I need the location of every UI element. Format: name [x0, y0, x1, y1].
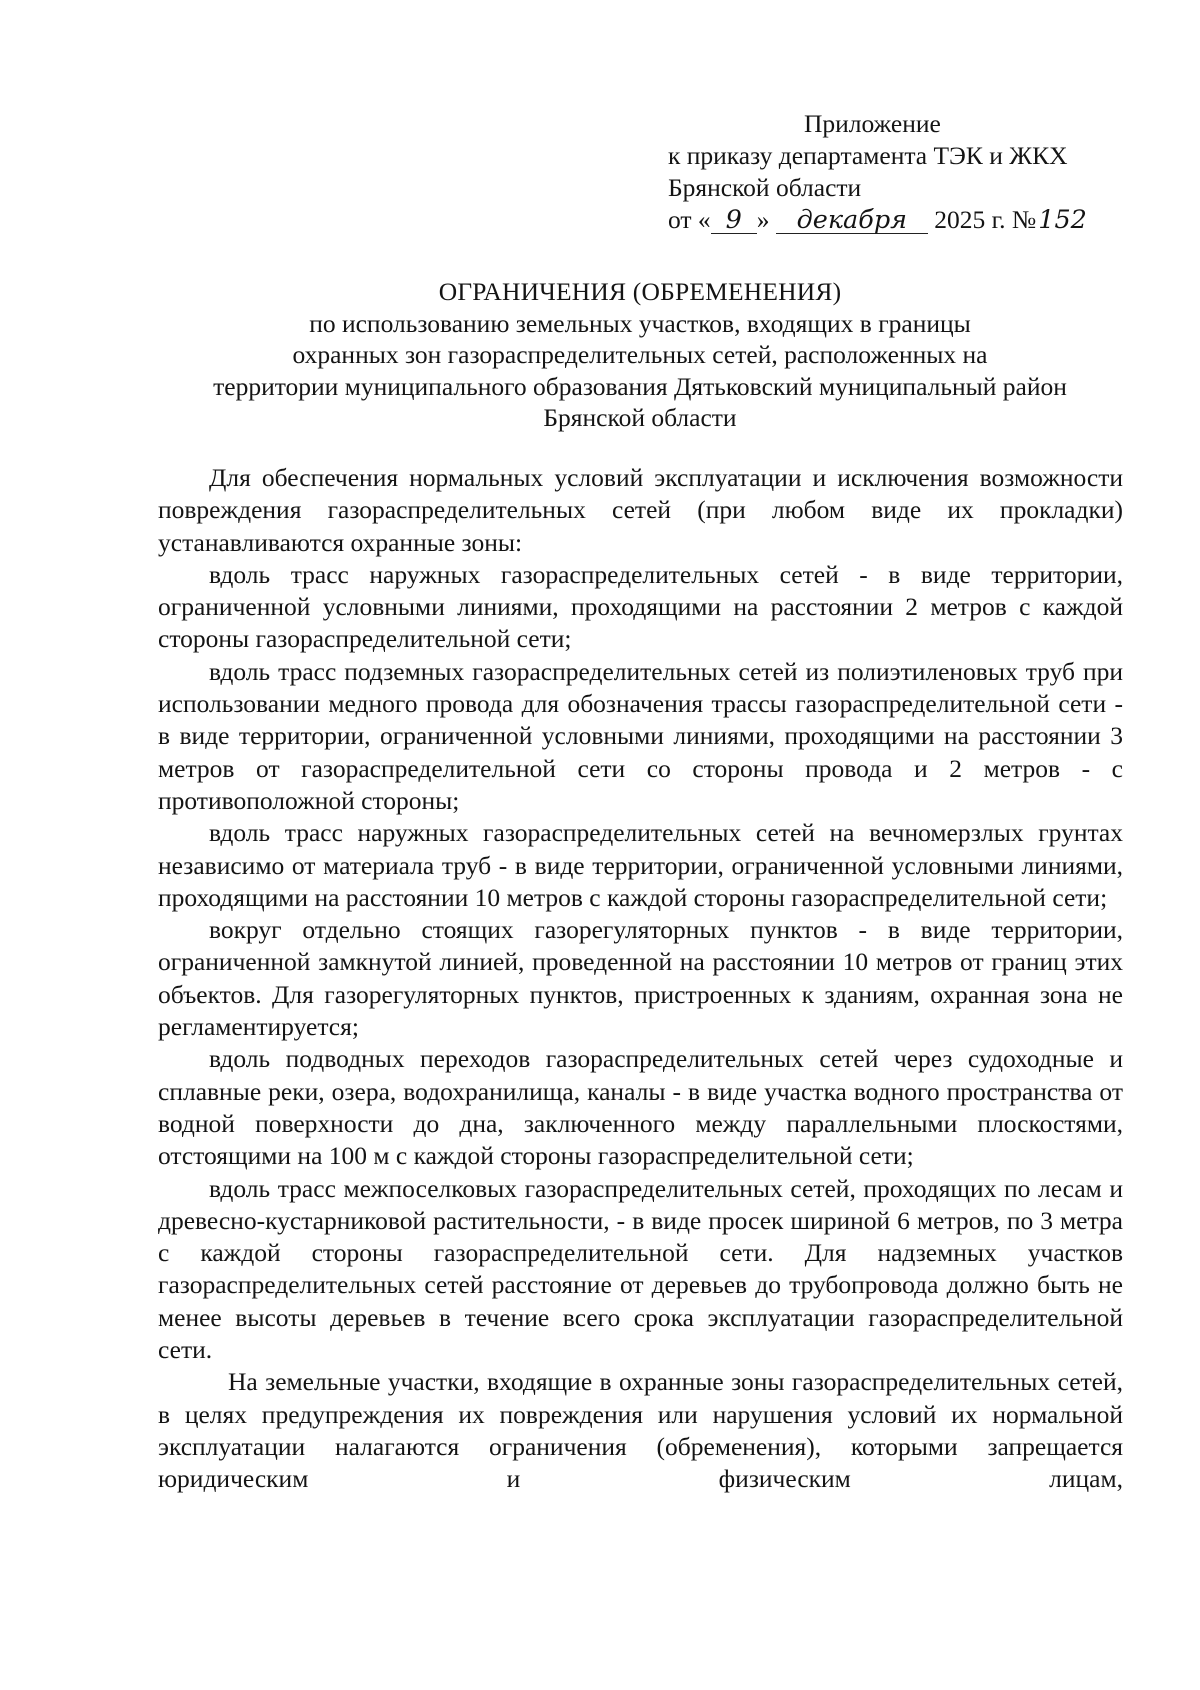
handwritten-month: декабря [776, 207, 928, 234]
paragraph-zone-underground: вдоль трасс подземных газораспределительных сетей из полиэтиленовых труб при использовании медного провода для обозначения трассы газораспределительной сети - в виде территории, ограниченной условными линиями, проходящими на расстоянии 3 метров от газораспределительной сети со стороны провода и 2 метров - с противоположной стороны; [158, 656, 1123, 815]
handwritten-day: 9 [711, 207, 757, 234]
heading-title: ОГРАНИЧЕНИЯ (ОБРЕМЕНЕНИЯ) [438, 277, 842, 306]
annex-order-reference: к приказу департамента ТЭК и ЖКХ [668, 141, 1068, 170]
heading-line-2: охранных зон газораспределительных сетей, расположенных на [292, 340, 988, 369]
handwritten-order-number: 152 [1038, 205, 1087, 235]
paragraph-zone-forest: вдоль трасс межпоселковых газораспределительных сетей, проходящих по лесам и древесно-кустарниковой растительности, - в виде просек шириной 6 метров, по 3 метра с каждой стороны газораспределительной сети. Для надземных участков газораспределительных сетей расстояние от деревьев до трубопровода должно быть не менее высоты деревьев в течение всего срока эксплуатации газораспределительной сети. [158, 1173, 1123, 1365]
date-prefix: от « [668, 205, 711, 234]
paragraph-zone-underwater: вдоль подводных переходов газораспределительных сетей через судоходные и сплавные реки, озера, водохранилища, каналы - в виде участка водного пространства от водной поверхности до дна, заключенного между параллельными плоскостями, отстоящими на 100 м с каждой стороны газораспределительной сети; [158, 1044, 1123, 1171]
paragraph-zone-outdoor: вдоль трасс наружных газораспределительных сетей - в виде территории, ограниченной условными линиями, проходящими на расстоянии 2 метров с каждой стороны газораспределительной сети; [158, 559, 1123, 654]
heading-line-4: Брянской области [543, 403, 737, 432]
paragraph-zone-regulator: вокруг отдельно стоящих газорегуляторных пунктов - в виде территории, ограниченной замкнутой линией, проведенной на расстоянии 10 метров от границ этих объектов. Для газорегуляторных пунктов, пристроенных к зданиям, охранная зона не регламентируется; [158, 915, 1123, 1042]
annex-region: Брянской области [668, 173, 862, 202]
document-heading [140, 276, 1140, 434]
paragraph-intro: Для обеспечения нормальных условий эксплуатации и исключения возможности повреждения газораспределительных сетей (при любом виде их прокладки) устанавливаются охранные зоны: [158, 463, 1123, 557]
date-mid: » [756, 205, 770, 234]
annex-date-line [668, 204, 1138, 236]
annex-title: Приложение [804, 109, 941, 138]
paragraph-zone-permafrost: вдоль трасс наружных газораспределительных сетей на вечномерзлых грунтах независимо от материала труб - в виде территории, ограниченной условными линиями, проходящими на расстоянии 10 метров с каждой стороны газораспределительной сети; [158, 818, 1123, 912]
paragraph-restrictions: На земельные участки, входящие в охранные зоны газораспределительных сетей, в целях предупреждения их повреждения или нарушения условий их нормальной эксплуатации налагаются ограничения (обременения), которыми запрещается юридическим и физическим лицам, [158, 1367, 1123, 1494]
heading-line-3: территории муниципального образования Дятьковский муниципальный район [213, 371, 1067, 401]
date-year: 2025 г. № [934, 205, 1037, 234]
body-text [158, 462, 1123, 1496]
annex-block [668, 108, 1138, 236]
heading-line-1: по использованию земельных участков, входящих в границы [309, 308, 971, 338]
